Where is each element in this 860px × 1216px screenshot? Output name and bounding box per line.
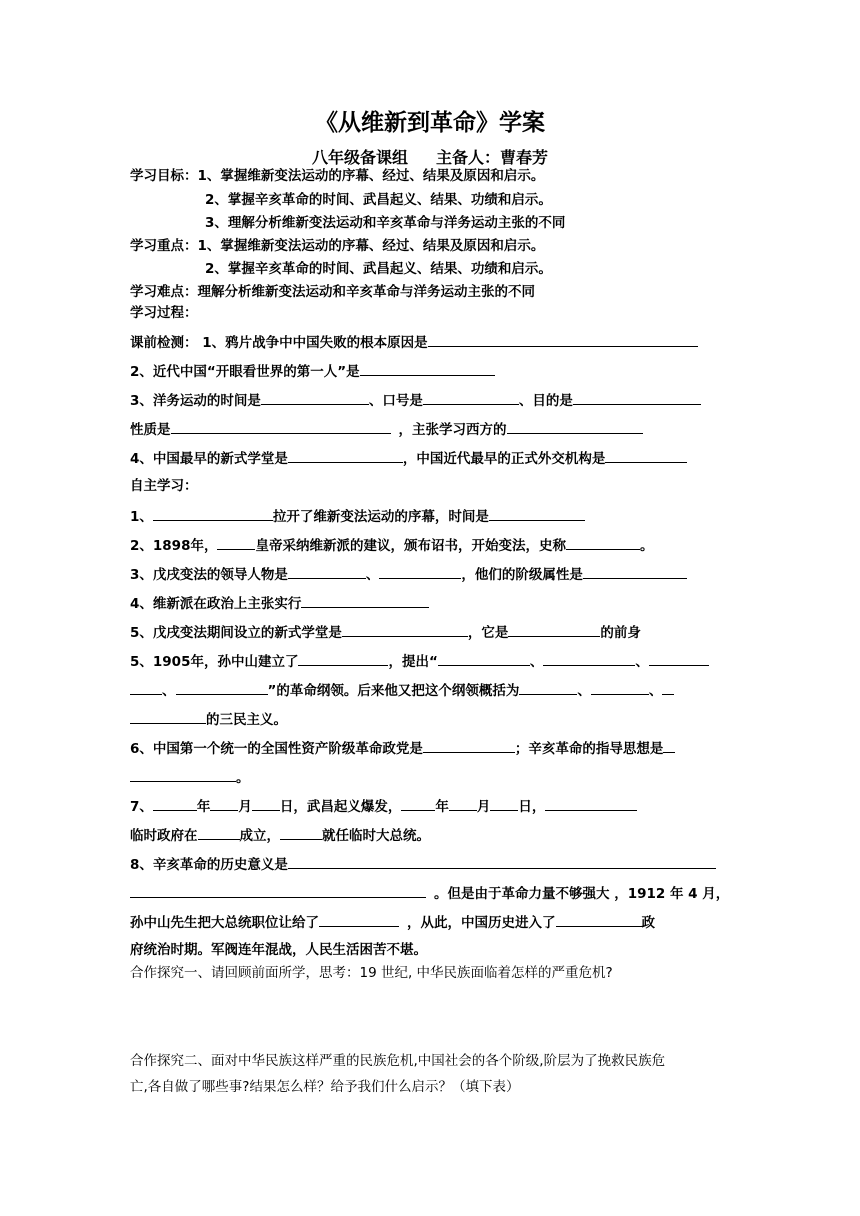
self-study-q9-cont [130, 882, 729, 904]
answer-blank[interactable] [545, 795, 637, 811]
question-text: 4、中国最早的新式学堂是 [130, 451, 288, 467]
question-text: ，他们的阶级属性是 [461, 567, 583, 583]
self-study-q7 [130, 737, 675, 759]
key-point-item: 2、掌握辛亥革命的时间、武昌起义、结果、功绩和启示。 [205, 261, 552, 277]
answer-blank[interactable] [663, 737, 675, 753]
question-text: 、目的是 [518, 393, 573, 409]
question-text: 、 [635, 654, 649, 670]
difficulty-label: 学习难点： [130, 284, 198, 300]
answer-blank[interactable] [130, 679, 162, 695]
pretest-q4 [130, 447, 687, 469]
answer-blank[interactable] [556, 911, 642, 927]
answer-blank[interactable] [298, 650, 388, 666]
self-study-q7-cont [130, 766, 250, 788]
answer-blank[interactable] [130, 882, 426, 898]
question-text: ，中国近代最早的正式外交机构是 [402, 451, 606, 467]
answer-blank[interactable] [490, 795, 518, 811]
question-text: 拉开了维新变法运动的序幕，时间是 [272, 509, 489, 525]
question-text: 。但是由于革命力量不够强大 ，1912 年 4 月， [434, 886, 730, 902]
question-text: ，从此，中国历史进入了 [407, 915, 556, 931]
answer-blank[interactable] [252, 795, 280, 811]
difficulty-line [130, 282, 535, 302]
subtitle [0, 145, 860, 168]
answer-blank[interactable] [591, 679, 649, 695]
question-text: 6、中国第一个统一的全国性资产阶级革命政党是 [130, 741, 423, 757]
answer-blank[interactable] [423, 737, 515, 753]
question-text: 、口号是 [368, 393, 423, 409]
question-text: 、 [648, 683, 663, 699]
self-study-q8-cont [130, 824, 430, 846]
answer-blank[interactable] [153, 505, 273, 521]
question-text: 、 [365, 567, 380, 583]
question-text: ，它是 [467, 625, 509, 641]
subtitle-preparer: 主备人：曹春芳 [436, 148, 549, 167]
question-text: 7、 [130, 799, 153, 815]
key-points-label: 学习重点： [130, 238, 198, 254]
answer-blank[interactable] [519, 679, 577, 695]
key-point-item: 1、掌握维新变法运动的序幕、经过、结果及原因和启示。 [197, 238, 545, 254]
question-text: 的三民主义。 [206, 712, 287, 728]
self-study-q1 [130, 505, 585, 527]
answer-blank[interactable] [153, 795, 197, 811]
question-text: 。 [639, 538, 654, 554]
answer-blank[interactable] [288, 447, 403, 463]
answer-blank[interactable] [171, 418, 391, 434]
question-text: 3、戊戌变法的领导人物是 [130, 567, 288, 583]
question-text: 皇帝采纳维新派的建议，颁布诏书，开始变法，史称 [255, 538, 566, 554]
self-study-q6 [130, 650, 709, 672]
self-study-q2 [130, 534, 653, 556]
answer-blank[interactable] [583, 563, 687, 579]
pretest-q3-cont [130, 418, 643, 440]
answer-blank[interactable] [423, 389, 519, 405]
question-text: 3、洋务运动的时间是 [130, 393, 261, 409]
answer-blank[interactable] [605, 447, 687, 463]
answer-blank[interactable] [261, 389, 369, 405]
answer-blank[interactable] [288, 563, 366, 579]
question-text: 就任临时大总统。 [322, 828, 430, 844]
self-study-q8 [130, 795, 637, 817]
question-text: 8、辛亥革命的历史意义是 [130, 857, 288, 873]
answer-blank[interactable] [649, 650, 709, 666]
answer-blank[interactable] [342, 621, 468, 637]
objectives-line-1 [130, 166, 544, 186]
question-text: 、 [162, 683, 176, 699]
question-text: 的前身 [600, 625, 641, 641]
self-study-q9-end: 府统治时期。军阀连年混战，人民生活困苦不堪。 [130, 942, 427, 958]
question-text: 、 [529, 654, 544, 670]
self-study-q4 [130, 592, 429, 614]
objective-item: 2、掌握辛亥革命的时间、武昌起义、结果、功绩和启示。 [205, 192, 552, 208]
question-text: 政 [641, 915, 655, 931]
answer-blank[interactable] [198, 824, 240, 840]
page-title: 《从维新到革命》学案 [315, 110, 545, 136]
question-text: 2、1898年， [130, 538, 218, 554]
question-text: ，主张学习西方的 [398, 422, 507, 438]
self-study-q9 [130, 853, 716, 875]
question-text: 月 [476, 799, 491, 815]
objective-item: 1、掌握维新变法运动的序幕、经过、结果及原因和启示。 [197, 168, 545, 184]
answer-blank[interactable] [543, 650, 635, 666]
answer-blank[interactable] [449, 795, 477, 811]
answer-blank[interactable] [301, 592, 429, 608]
answer-blank[interactable] [566, 534, 640, 550]
subtitle-group: 八年级备课组 [311, 148, 408, 167]
question-text: 1、 [130, 509, 153, 525]
question-text: 日，武昌起义爆发， [279, 799, 402, 815]
question-text: 4、维新派在政治上主张实行 [130, 596, 302, 612]
answer-blank[interactable] [319, 911, 399, 927]
question-text: 年 [196, 799, 211, 815]
self-study-q9-cont2 [130, 911, 655, 933]
self-study-q3 [130, 563, 687, 585]
explore-two-line-2: 亡,各自做了哪些事?结果怎么样？给予我们什么启示？（填下表） [130, 1079, 520, 1095]
answer-blank[interactable] [573, 389, 701, 405]
answer-blank[interactable] [662, 679, 674, 695]
answer-blank[interactable] [130, 708, 206, 724]
question-text: 年 [435, 799, 449, 815]
question-text: 日， [518, 799, 546, 815]
question-text: ”的革命纲领。后来他又把这个纲领概括为 [267, 683, 520, 699]
process-label: 学习过程： [130, 305, 198, 321]
answer-blank[interactable] [176, 679, 268, 695]
self-study-q6-end [130, 708, 287, 730]
question-text: 临时政府在 [130, 828, 198, 844]
answer-blank[interactable] [428, 331, 698, 347]
answer-blank[interactable] [360, 360, 495, 376]
question-text: ；辛亥革命的指导思想是 [514, 741, 664, 757]
question-text: 5、1905年，孙中山建立了 [130, 654, 299, 670]
question-text: 课前检测： 1、鸦片战争中中国失败的根本原因是 [130, 335, 428, 351]
question-text: 成立， [239, 828, 280, 844]
pretest-q3 [130, 389, 701, 411]
key-points-line-1 [130, 236, 544, 256]
self-study-q5 [130, 621, 641, 643]
question-text: 。 [236, 770, 250, 786]
answer-blank[interactable] [507, 418, 643, 434]
answer-blank[interactable] [280, 824, 322, 840]
answer-blank[interactable] [210, 795, 238, 811]
difficulty-text: 理解分析维新变法运动和辛亥革命与洋务运动主张的不同 [197, 284, 535, 300]
answer-blank[interactable] [508, 621, 600, 637]
answer-blank[interactable] [379, 563, 461, 579]
question-text: 、 [577, 683, 591, 699]
self-study-q6-cont [130, 679, 674, 701]
answer-blank[interactable] [401, 795, 435, 811]
question-text: 5、戊戌变法期间设立的新式学堂是 [130, 625, 342, 641]
pretest-q2 [130, 360, 495, 382]
answer-blank[interactable] [130, 766, 236, 782]
pretest-q1 [130, 331, 698, 353]
question-text: 孙中山先生把大总统职位让给了 [130, 915, 319, 931]
question-text: 2、近代中国“开眼看世界的第一人”是 [130, 364, 360, 380]
question-text: ，提出“ [388, 654, 438, 670]
answer-blank[interactable] [288, 853, 716, 869]
self-study-label: 自主学习： [130, 478, 198, 494]
objective-item: 3、理解分析维新变法运动和辛亥革命与洋务运动主张的不同 [205, 215, 566, 231]
answer-blank[interactable] [489, 505, 585, 521]
objectives-label: 学习目标： [130, 168, 198, 184]
answer-blank[interactable] [438, 650, 530, 666]
explore-one: 合作探究一、请回顾前面所学，思考：19 世纪, 中华民族面临着怎样的严重危机? [130, 965, 613, 981]
question-text: 性质是 [130, 422, 171, 438]
explore-two-line-1: 合作探究二、面对中华民族这样严重的民族危机,中国社会的各个阶级,阶层为了挽救民族危 [130, 1053, 666, 1069]
question-text: 月 [238, 799, 252, 815]
answer-blank[interactable] [217, 534, 255, 550]
